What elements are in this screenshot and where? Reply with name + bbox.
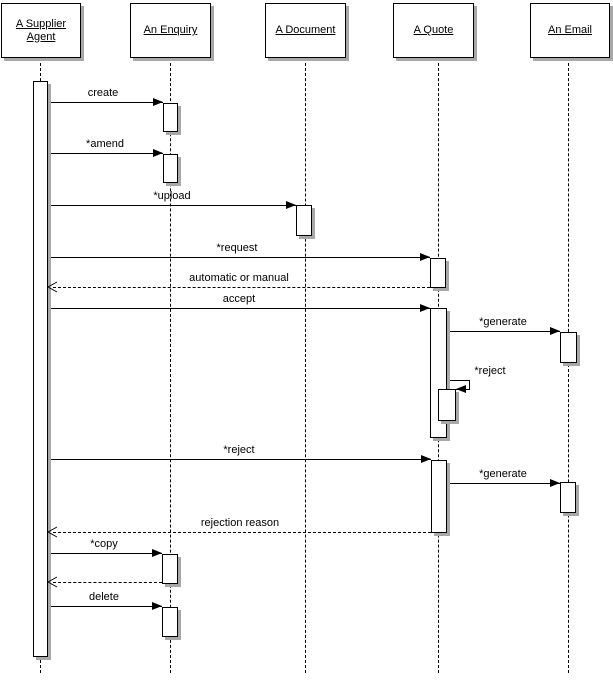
message-label-automatic-or-manual: automatic or manual [189,272,289,284]
actor-box-supplier-agent [1,3,81,58]
return-arrowhead-icon [47,281,58,293]
activation-bar-quote-reject [431,460,447,533]
message-line-upload [48,205,296,206]
activation-bar-email-generate-2 [560,482,576,513]
message-label-reject-2: *reject [223,444,255,456]
sync-arrowhead-icon [152,549,162,557]
message-label-request: *request [216,242,258,254]
sync-arrowhead-icon [456,385,466,393]
message-line-copy [48,553,162,554]
lifeline-email [568,58,569,673]
activation-bar-quote-reject-self [438,389,456,421]
actor-box-email [530,3,610,58]
message-label-accept: accept [222,293,256,305]
message-label-reject-self: *reject [474,365,506,377]
message-line-generate-1 [447,331,560,332]
activation-bar-email-generate-1 [560,332,577,363]
message-label-copy: *copy [90,538,118,550]
message-label-amend: *amend [86,138,124,150]
message-label-generate-1: *generate [479,316,527,328]
message-line-amend [48,153,163,154]
message-line-request [48,257,430,258]
activation-bar-supplier-main [33,81,48,657]
message-line-automatic-or-manual [48,287,430,288]
activation-bar-enquiry-delete [162,607,178,637]
actor-label-document: A Document [275,24,336,36]
message-label-create: create [87,87,119,99]
sync-arrowhead-icon [286,201,296,209]
message-label-upload: *upload [153,190,191,202]
message-line-accept [48,308,430,309]
actor-box-document [265,3,346,58]
self-message-out-line-reject-self [447,380,469,381]
sync-arrowhead-icon [153,98,163,106]
activation-bar-quote-request [430,258,446,288]
actor-label-email: An Email [547,24,593,36]
sync-arrowhead-icon [550,479,560,487]
message-line-reject-2 [48,459,431,460]
message-line-create [48,102,163,103]
actor-label-quote: A Quote [413,24,454,36]
return-arrowhead-icon [47,526,58,538]
actor-label-supplier-agent: A Supplier Agent [15,17,67,43]
sync-arrowhead-icon [153,149,163,157]
sync-arrowhead-icon [420,253,430,261]
sync-arrowhead-icon [550,327,560,335]
activation-bar-enquiry-amend [163,154,178,183]
actor-label-enquiry: An Enquiry [143,24,198,36]
actor-box-enquiry [130,3,211,58]
message-label-delete: delete [89,591,119,603]
sync-arrowhead-icon [421,455,431,463]
message-label-rejection-reason: rejection reason [200,517,280,529]
message-line-generate-2 [447,483,560,484]
actor-box-quote [393,3,474,58]
return-arrowhead-icon [47,576,58,588]
message-line-rejection-reason [48,532,431,533]
message-label-generate-2: *generate [479,468,527,480]
self-message-down-line-reject-self [469,380,470,390]
message-line-return-copy [48,582,162,583]
activation-bar-document-upload [296,205,312,236]
activation-bar-enquiry-create [163,103,178,132]
message-line-delete [48,606,162,607]
activation-bar-enquiry-copy [162,554,178,584]
lifeline-document [305,58,306,673]
sync-arrowhead-icon [420,304,430,312]
sync-arrowhead-icon [152,602,162,610]
